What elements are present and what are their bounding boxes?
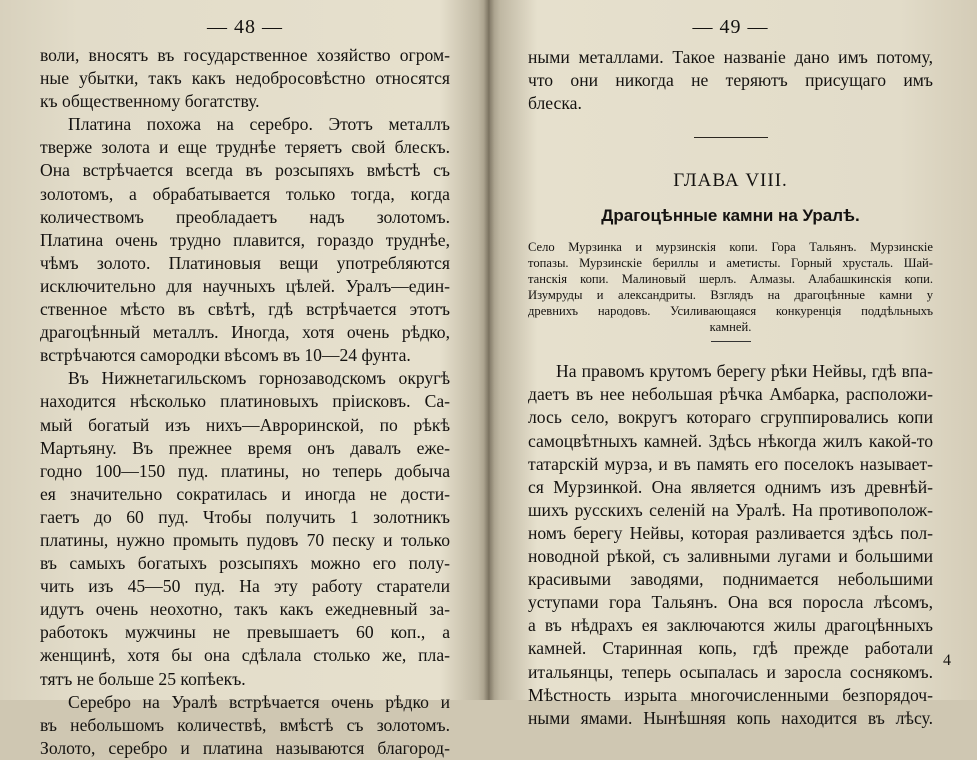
text-line: платины, нужно промыть пудовъ 70 песку и только (40, 529, 450, 550)
text-line: даетъ въ нее небольшая рѣчка Амбарка, расположи- (528, 384, 933, 405)
text-line: камней. Старинная копь, гдѣ прежде работали (528, 638, 933, 659)
text-line: красивыми заводями, поднимается небольшими (528, 569, 933, 590)
right-page-number: — 49 — (692, 16, 769, 38)
text-line: къ общественному богатству. (40, 91, 260, 112)
text-line: тверже золота и еще труднѣе теряетъ свой блескъ. (40, 137, 450, 158)
text-line: Платина похожа на серебро. Этотъ металлъ (68, 114, 450, 135)
text-line: шихъ русскихъ селеній на Уралѣ. На противополож- (528, 499, 933, 520)
text-line: а въ нѣдрахъ ея заключаются жилы драгоцѣнныхъ (528, 615, 933, 636)
text-line: Мартьяну. Въ прежнее время онъ давалъ еже- (40, 437, 450, 458)
right-page-body-text (528, 360, 933, 730)
text-line: Она встрѣчается всегда въ розсыпяхъ вмѣстѣ съ (40, 160, 450, 181)
text-line: драгоцѣнный металлъ. Иногда, хотя очень рѣдко, (40, 322, 450, 343)
text-line: Серебро на Уралѣ встрѣчается очень рѣдко и (68, 691, 450, 712)
text-line: золотомъ, а обрабатывается только тогда, когда (40, 183, 450, 204)
right-page (528, 0, 933, 728)
text-line: гаетъ до 60 пуд. Чтобы получить 1 золотникъ (40, 506, 450, 527)
summary-line: Село Мурзинка и мурзинскія копи. Гора Тальянъ. Мурзинскіе (528, 240, 933, 255)
summary-line: камней. (709, 320, 752, 335)
text-line: новодной рѣкой, съ заливными лугами и большими (528, 546, 933, 567)
text-line: чѣмъ золото. Платиновыя вещи употребляются (40, 252, 450, 273)
text-line: тятъ не больше 25 копѣекъ. (40, 668, 246, 689)
text-line: встрѣчаются самородки вѣсомъ въ 10—24 фунта. (40, 345, 411, 366)
text-line: мый богатый изъ нихъ—Авроринской, по рѣкѣ (40, 414, 450, 435)
text-line: итальянцы, теперь осыпалась и заросла соснякомъ. (528, 661, 933, 682)
text-line: что они никогда не теряютъ присущаго имъ (528, 70, 933, 91)
text-line: блеска. (528, 93, 582, 114)
text-line: ными металлами. Такое названіе дано имъ потому, (528, 47, 933, 67)
book-gutter (478, 0, 500, 700)
text-line: исключительно для научныхъ цѣлей. Уралъ—един- (40, 275, 450, 296)
summary-line: топазы. Мурзинскіе бериллы и аметисты. Горный хрусталь. Шай- (528, 256, 933, 271)
chapter-summary (528, 239, 933, 335)
text-line: ственное мѣсто въ свѣтѣ, гдѣ встрѣчается этотъ (40, 299, 450, 320)
text-line: ными ямами. Нынѣшняя копь находится въ лѣсу. (528, 707, 933, 728)
text-line: ся Мурзинкой. Она является однимъ изъ древнѣй- (528, 476, 933, 497)
left-page (40, 0, 450, 758)
text-line: Золото, серебро и платина называются благород- (40, 737, 450, 758)
text-line: уступами гора Тальянъ. Она вся поросла лѣсомъ, (528, 592, 933, 613)
left-page-text (40, 44, 450, 760)
text-line: въ небольшомъ количествѣ, вмѣстѣ съ золотомъ. (40, 714, 450, 735)
summary-line: Изумруды и александриты. Взглядъ на драгоцѣнные камни у (528, 288, 933, 303)
summary-divider (711, 341, 751, 342)
text-line: Платина очень трудно плавится, гораздо труднѣе, (40, 229, 450, 250)
text-line: лось село, вокругъ котораго сгруппировались копи (528, 407, 933, 428)
left-page-number: — 48 — (207, 16, 283, 38)
summary-line: древнихъ народовъ. Усиливающаяся конкуренція поддѣльныхъ (528, 304, 933, 319)
text-line: чить изъ 45—50 пуд. На эту работу старатели (40, 576, 450, 597)
text-line: ея значительно сократилась и иногда не дости- (40, 483, 450, 504)
right-page-top-text (528, 46, 933, 115)
signature-mark: 4 (943, 652, 951, 669)
summary-line: танскія копи. Малиновый шерлъ. Алмазы. Алабашкинскія копи. (528, 272, 933, 287)
text-line: количествомъ преобладаетъ надъ золотомъ. (40, 206, 450, 227)
text-line: ные убытки, такъ какъ недобросовѣстно относятся (40, 68, 450, 89)
text-line: идутъ очень неохотно, такъ какъ ежедневный за- (40, 599, 450, 620)
chapter-heading: Драгоцѣнные камни на Уралѣ. (601, 206, 860, 226)
text-line: работокъ мужчины не превышаетъ 60 коп., а (40, 622, 450, 643)
text-line: Въ Нижнетагильскомъ горнозаводскомъ округѣ (68, 368, 450, 389)
text-line: въ самыхъ богатыхъ розсыпяхъ можно его полу- (40, 553, 450, 574)
text-line: самоцвѣтныхъ камней. Здѣсь нѣкогда жилъ какой-то (528, 430, 933, 451)
text-line: номъ берегу Нейвы, которая разливается здѣсь пол- (528, 522, 933, 543)
text-line: годно 100—150 пуд. платины, но теперь добыча (40, 460, 450, 481)
text-line: воли, вносятъ въ государственное хозяйство огром- (40, 45, 450, 65)
section-divider (694, 137, 768, 138)
text-line: татарскій мурза, и въ память его поселокъ называет- (528, 453, 933, 474)
text-line: женщинѣ, хотя бы она сдѣлала столько же, пла- (40, 645, 450, 666)
text-line: Мѣстность изрыта многочисленными безпорядоч- (528, 684, 933, 705)
text-line: находится нѣсколько платиновыхъ пріисковъ. Са- (40, 391, 450, 412)
chapter-title: ГЛАВА VIII. (673, 170, 788, 192)
text-line: На правомъ крутомъ берегу рѣки Нейвы, гдѣ впа- (556, 361, 933, 382)
